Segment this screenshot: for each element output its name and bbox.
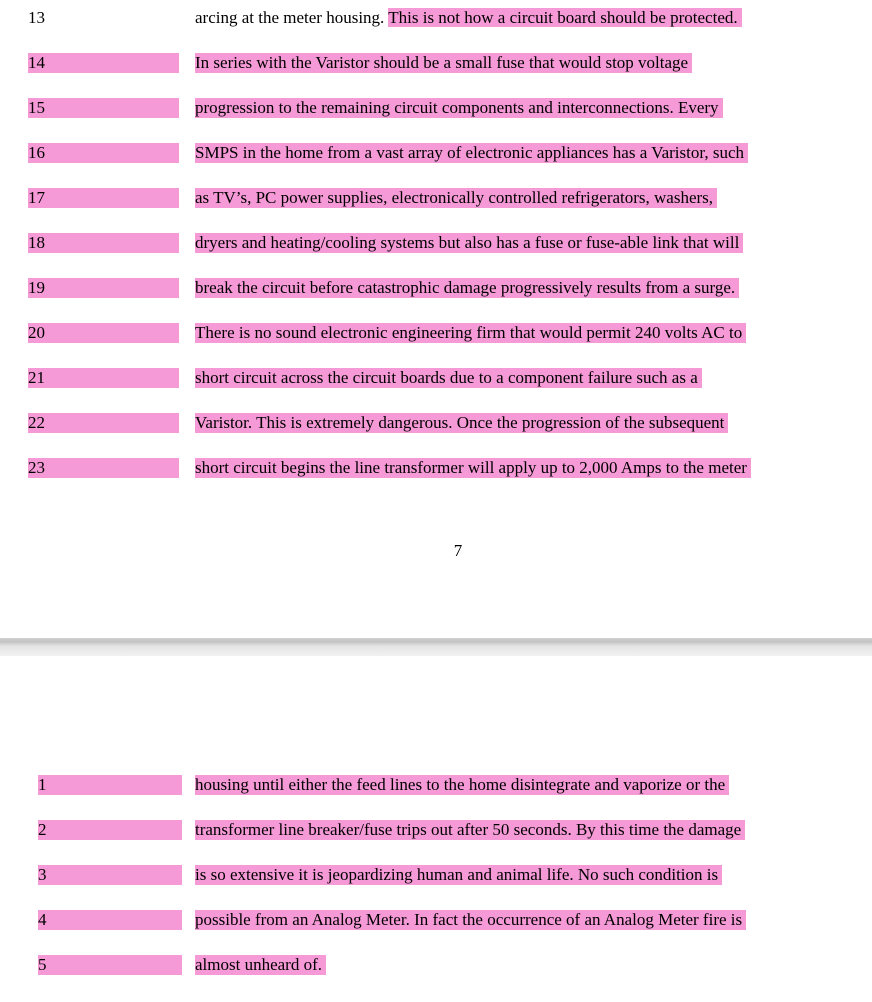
- document-line: [0, 278, 872, 298]
- line-number: 17: [28, 188, 179, 208]
- document-line: [0, 323, 872, 343]
- document-line: [0, 775, 872, 795]
- line-number: 19: [28, 278, 179, 298]
- document-line: [0, 188, 872, 208]
- line-text: [195, 8, 742, 28]
- line-text-plain: arcing at the meter housing.: [195, 8, 389, 27]
- line-number: 3: [38, 865, 182, 885]
- document-line: [0, 53, 872, 73]
- line-text-highlight: short circuit begins the line transformer will apply up to 2,000 Amps to the meter: [195, 458, 751, 478]
- line-number: 21: [28, 368, 179, 388]
- line-number: 2: [38, 820, 182, 840]
- line-text-highlight: short circuit across the circuit boards due to a component failure such as a: [195, 368, 702, 388]
- page-separator: [0, 638, 872, 656]
- line-number: 13: [28, 8, 45, 27]
- document-line: [0, 368, 872, 388]
- line-text-highlight: is so extensive it is jeopardizing human and animal life. No such condition is: [195, 865, 722, 885]
- document-line: [0, 458, 872, 478]
- line-text-highlight: break the circuit before catastrophic damage progressively results from a surge.: [195, 278, 739, 298]
- document-line: [0, 955, 872, 975]
- document-line: [0, 233, 872, 253]
- page-number: 7: [453, 541, 463, 560]
- line-text-highlight: This is not how a circuit board should be protected.: [388, 8, 741, 27]
- line-text-highlight: SMPS in the home from a vast array of electronic appliances has a Varistor, such: [195, 143, 748, 163]
- line-text-highlight: transformer line breaker/fuse trips out after 50 seconds. By this time the damage: [195, 820, 745, 840]
- document-page-8: [0, 656, 872, 1002]
- document-line: [0, 910, 872, 930]
- document-line: [0, 98, 872, 118]
- line-text-highlight: Varistor. This is extremely dangerous. Once the progression of the subsequent: [195, 413, 728, 433]
- document-line: [0, 8, 872, 28]
- line-number: 20: [28, 323, 179, 343]
- line-text-highlight: almost unheard of.: [195, 955, 326, 975]
- line-text-highlight: dryers and heating/cooling systems but also has a fuse or fuse-able link that will: [195, 233, 743, 253]
- line-number: 22: [28, 413, 179, 433]
- line-number: 1: [38, 775, 182, 795]
- document-line: [0, 413, 872, 433]
- line-number: 18: [28, 233, 179, 253]
- document-line: [0, 143, 872, 163]
- line-number: 4: [38, 910, 182, 930]
- line-text-highlight: possible from an Analog Meter. In fact the occurrence of an Analog Meter fire is: [195, 910, 746, 930]
- line-text-highlight: as TV’s, PC power supplies, electronically controlled refrigerators, washers,: [195, 188, 717, 208]
- line-number: 15: [28, 98, 179, 118]
- line-text-highlight: In series with the Varistor should be a small fuse that would stop voltage: [195, 53, 692, 73]
- document-line: [0, 865, 872, 885]
- document-line: [0, 820, 872, 840]
- line-number: 5: [38, 955, 182, 975]
- line-number: 23: [28, 458, 179, 478]
- line-number: 16: [28, 143, 179, 163]
- line-text-highlight: housing until either the feed lines to the home disintegrate and vaporize or the: [195, 775, 729, 795]
- line-text-highlight: progression to the remaining circuit components and interconnections. Every: [195, 98, 723, 118]
- line-number: 14: [28, 53, 179, 73]
- line-text-highlight: There is no sound electronic engineering firm that would permit 240 volts AC to: [195, 323, 746, 343]
